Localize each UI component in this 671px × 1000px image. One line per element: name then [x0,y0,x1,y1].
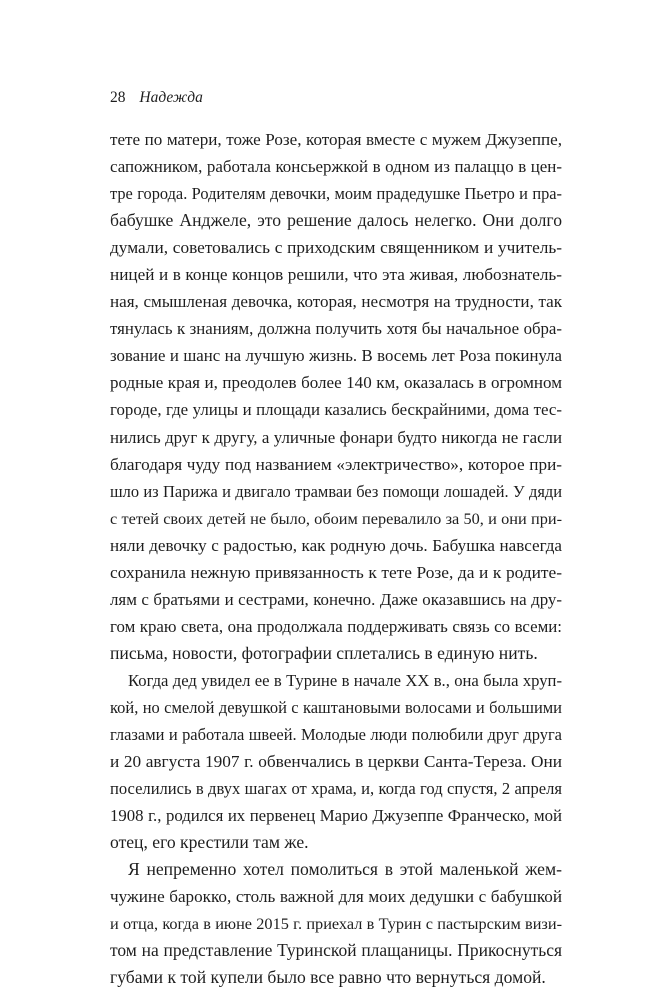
text-line: лям с братьями и сестрами, конечно. Даже оказавшись на дру- [110,589,562,609]
text-line: 1908 г., родился их первенец Марио Джузеппе Франческо, мой [110,806,562,826]
paragraph [110,126,562,667]
text-line: шло из Парижа и двигало трамваи без помощи лошадей. У дяди [110,481,562,501]
text-line: нились друг к другу, а уличные фонари будто никогда не гасли [110,427,562,447]
text-line: ницей и в конце концов решили, что эта живая, любознатель- [110,265,562,285]
text-line: глазами и работала швеей. Молодые люди полюбили друг друга [110,725,562,745]
text-line: тре города. Родителям девочки, моим прадедушке Пьетро и пра- [110,184,562,204]
text-line: и отца, когда в июне 2015 г. приехал в Турин с пастырским визи- [110,914,562,934]
text-line: отец, его крестили там же. [110,832,309,853]
text-line: Я непременно хотел помолиться в этой маленькой жем- [128,859,562,880]
text-line: зование и шанс на лучшую жизнь. В восемь лет Роза покинула [110,346,562,366]
running-head [110,88,203,108]
text-line: тянулась к знаниям, должна получить хотя бы начальное обра- [110,319,562,339]
text-line: благодаря чуду под названием «электричество», которое при- [110,454,562,474]
text-line: городе, где улицы и площади казались бескрайними, дома тес- [110,400,562,420]
text-line: губами к той купели было все равно что вернуться домой. [110,967,546,988]
text-line: няли девочку с радостью, как родную дочь. Бабушка навсегда [110,535,562,555]
text-line: и 20 августа 1907 г. обвенчались в церкви Санта-Тереза. Они [110,752,562,772]
text-line: поселились в двух шагах от храма, и, когда год спустя, 2 апреля [110,779,562,799]
text-line: кой, но смелой девушкой с каштановыми волосами и большими [110,697,562,717]
text-line: с тетей своих детей не было, обоим перевалило за 50, и они при- [110,508,562,528]
text-line: сохранила нежную привязанность к тете Розе, да и к родите- [110,562,562,582]
text-line: гом краю света, она продолжала поддерживать связь со всеми: [110,616,562,636]
text-line: Когда дед увидел ее в Турине в начале XX в., она была хруп- [128,670,562,690]
text-line: сапожником, работала консьержкой в одном из палаццо в цен- [110,157,562,177]
running-head-title: Надежда [139,89,203,106]
page-number: 28 [110,89,126,106]
text-line: чужине барокко, столь важной для моих дедушки с бабушкой [110,887,562,907]
text-line: думали, советовались с приходским священником и учитель- [110,238,562,258]
paragraph [110,856,562,991]
text-line: том на представление Туринской плащаницы. Прикоснуться [110,940,562,961]
paragraph [110,667,562,856]
text-line: родные края и, преодолев более 140 км, оказалась в огромном [110,373,562,393]
text-line: письма, новости, фотографии сплетались в единую нить. [110,642,538,663]
body-text [110,126,562,992]
text-line: тете по матери, тоже Розе, которая вместе с мужем Джузеппе, [110,130,562,149]
text-line: бабушке Анджеле, это решение далось нелегко. Они долго [110,210,562,231]
text-line: ная, смышленая девочка, которая, несмотря на трудности, так [110,292,562,312]
